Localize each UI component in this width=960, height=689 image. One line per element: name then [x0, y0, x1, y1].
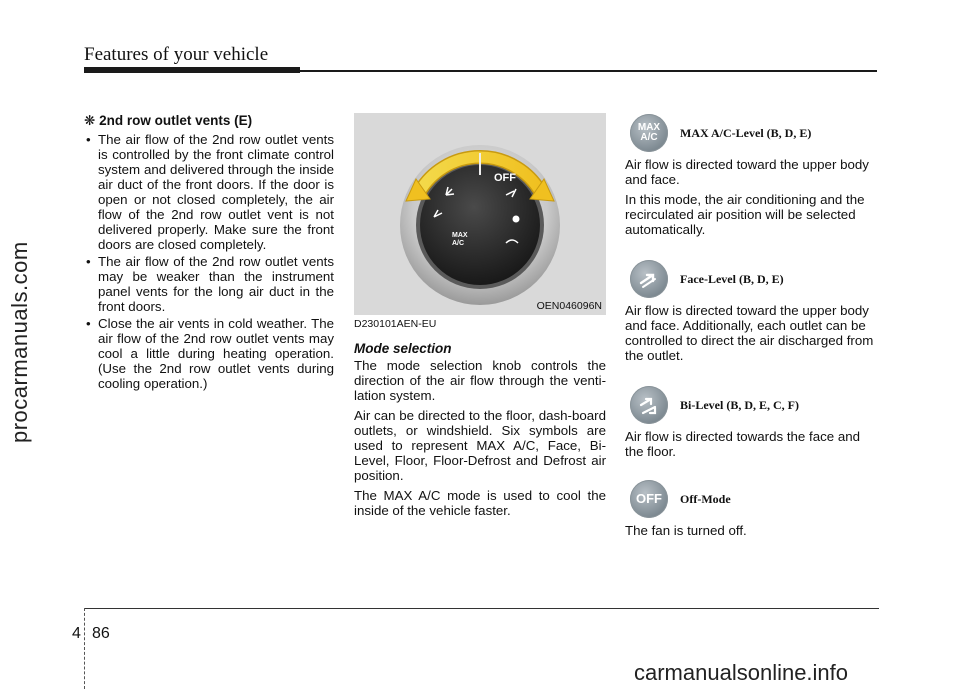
section-code: D230101AEN-EU — [354, 318, 437, 330]
paragraph: The MAX A/C mode is used to cool the inside of the vehicle faster. — [354, 488, 606, 518]
mode-label: MAX A/C-Level (B, D, E) — [680, 125, 812, 140]
paragraph: Air flow is directed toward the upper body and face. Additionally, each outlet can be controlled to direct the air discharged from the outlet. — [625, 303, 874, 363]
max-ac-icon-text: MAX — [637, 122, 661, 133]
section-2nd-row-vents — [84, 113, 334, 393]
mode-knob-illustration — [354, 113, 606, 315]
page-number: 86 — [92, 625, 110, 642]
section-title — [84, 113, 334, 128]
knob-max-label: MAX — [452, 232, 468, 239]
bi-level-icon — [630, 386, 668, 424]
bullet-item: • The air flow of the 2nd row outlet vents may be weaker than the instrument panel vents for the long air duct in the front doors. — [84, 254, 334, 314]
mode-heading-face-level — [625, 259, 880, 299]
face-level-symbol-icon — [637, 267, 661, 291]
footer-rule — [84, 608, 879, 609]
knob-ac-label: A/C — [452, 240, 465, 247]
face-level-icon — [630, 260, 668, 298]
paragraph: In this mode, the air conditioning and the recirculated air position will be selected automatically. — [625, 192, 865, 237]
bullet-list — [84, 132, 334, 391]
paragraph: The fan is turned off. — [625, 523, 747, 538]
header-rule — [300, 70, 877, 72]
bullet-item: • The air flow of the 2nd row outlet vents is controlled by the front climate control system and delivered through the inside air duct of the front doors. If the door is open or not closed completely, the air flow of the 2nd row outlet vent is not delivered properly. Make sure the front doors are closed completely. — [84, 132, 334, 252]
knob-off-label: OFF — [494, 172, 516, 184]
side-watermark: procarmanuals.com — [7, 241, 32, 443]
figure-code: OEN046096N — [536, 300, 602, 312]
mode-heading-off — [625, 479, 880, 519]
footer-divider — [84, 608, 86, 689]
paragraph: Air can be directed to the floor, dash-board outlets, or windshield. Six symbols are used to represent MAX A/C, Face, Bi-Level, Floor, Floor-Defrost and Defrost air position. — [354, 408, 606, 483]
off-icon-text: OFF — [636, 491, 662, 506]
mode-label: Face-Level (B, D, E) — [680, 271, 784, 286]
page-header-title: Features of your vehicle — [84, 44, 269, 65]
section-title-text: 2nd row outlet vents (E) — [99, 113, 253, 128]
mode-list — [625, 113, 880, 543]
mode-label: Bi-Level (B, D, E, C, F) — [680, 397, 799, 412]
mode-heading-bi-level — [625, 385, 880, 425]
mode-heading-max-ac — [625, 113, 880, 153]
footer-watermark: carmanualsonline.info — [634, 660, 849, 685]
max-ac-icon — [630, 114, 668, 152]
chapter-number: 4 — [72, 625, 81, 642]
max-ac-icon-text2: A/C — [640, 132, 658, 143]
bullet-item: • Close the air vents in cold weather. The air flow of the 2nd row outlet vents may cool a little during heating operation. (Use the 2nd row outlet vents during cooling operation.) — [84, 316, 334, 391]
header-bar — [84, 67, 300, 73]
paragraph: Air flow is directed toward the upper body and face. — [625, 157, 869, 187]
mode-knob-figure — [354, 113, 606, 315]
bi-level-symbol-icon — [637, 393, 661, 417]
off-icon — [630, 480, 668, 518]
mode-label: Off-Mode — [680, 491, 731, 506]
section-symbol: ❋ — [84, 113, 96, 128]
mode-selection-section — [354, 317, 606, 523]
paragraph: The mode selection knob controls the direction of the air flow through the venti-lation system. — [354, 358, 606, 403]
mode-selection-title: Mode selection — [354, 341, 452, 356]
paragraph: Air flow is directed towards the face and the floor. — [625, 429, 861, 459]
